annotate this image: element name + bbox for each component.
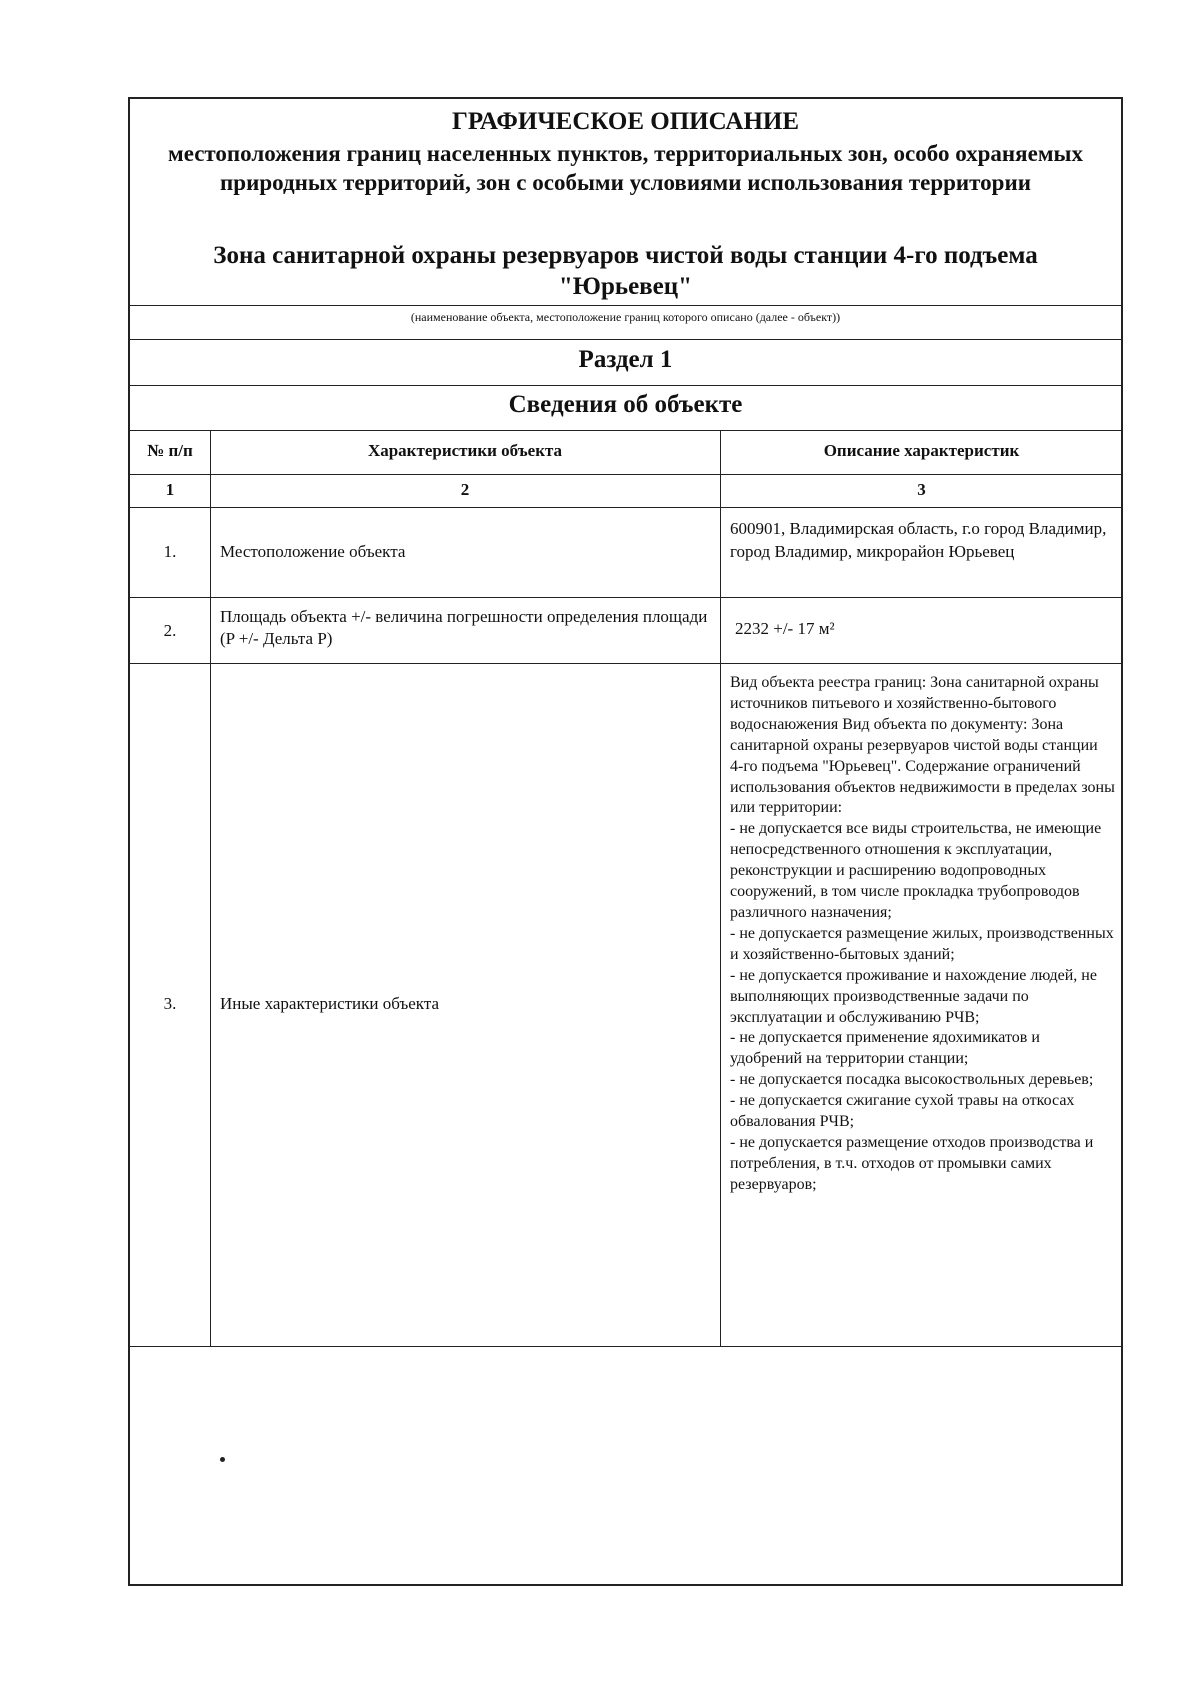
row-characteristic: Иные характеристики объекта bbox=[220, 994, 440, 1013]
divider bbox=[130, 305, 1121, 306]
divider bbox=[130, 507, 1121, 508]
divider bbox=[130, 663, 1121, 664]
row-number: 1. bbox=[163, 542, 177, 561]
column-header-number: № п/п bbox=[147, 441, 193, 460]
object-name: Зона санитарной охраны резервуаров чистой воды станции 4-го подъема "Юрьевец" bbox=[213, 242, 1038, 300]
divider bbox=[130, 1346, 1121, 1347]
row-characteristic: Площадь объекта +/- величина погрешности определения площади (P +/- Дельта P) bbox=[220, 607, 708, 648]
row-number: 3. bbox=[163, 994, 177, 1013]
column-divider bbox=[720, 430, 721, 1346]
column-divider bbox=[210, 430, 211, 1346]
column-number-2: 2 bbox=[460, 480, 470, 499]
row-description: 600901, Владимирская область, г.о город Владимир, город Владимир, микрорайон Юрьевец bbox=[730, 519, 1107, 561]
section-title: Раздел 1 bbox=[578, 346, 673, 373]
row-description: Вид объекта реестра границ: Зона санитарной охраны источников питьевого и хозяйственно-бытового водоснаюжения Вид объекта по документу: Зона санитарной охраны резервуаров чистой воды станции 4-го подъема "Юрьевец". Содержание ограничений использования объектов недвижимости в пределах зоны или территории: - не допускается все виды строительства, не имеющие непосредственного отношения к эксплуатации, реконструкции и расширению водопроводных сооружений, в том числе прокладка трубопроводов различного назначения; - не допускается размещение жилых, производственных и хозяйственно-бытовых зданий; - не допускается проживание и нахождение людей, не выполняющих производственные задачи по эксплуатации и обслуживанию РЧВ; - не допускается применение ядохимикатов и удобрений на территории станции; - не допускается посадка высокоствольных деревьев; - не допускается сжигание сухой травы на откосах обвалования РЧВ; - не допускается размещение отходов производства и потребления, в т.ч. отходов от промывки самих резервуаров; bbox=[730, 674, 1115, 1193]
column-number-1: 1 bbox=[165, 480, 175, 499]
divider bbox=[130, 430, 1121, 431]
column-number-3: 3 bbox=[917, 480, 926, 499]
object-caption: (наименование объекта, местоположение границ которого описано (далее - объект)) bbox=[410, 310, 841, 324]
row-characteristic: Местоположение объекта bbox=[220, 542, 406, 561]
column-header-description: Описание характеристик bbox=[823, 441, 1020, 460]
document-title: ГРАФИЧЕСКОЕ ОПИСАНИЕ bbox=[451, 108, 800, 135]
row-description: 2232 +/- 17 м² bbox=[735, 619, 835, 638]
document-subtitle: местоположения границ населенных пунктов, территориальных зон, особо охраняемых природных территорий, зон с особыми условиями использования территории bbox=[168, 141, 1083, 195]
scan-mark bbox=[220, 1457, 225, 1462]
column-header-characteristic: Характеристики объекта bbox=[367, 441, 563, 460]
divider bbox=[130, 339, 1121, 340]
section-subtitle: Сведения об объекте bbox=[508, 391, 743, 418]
row-number: 2. bbox=[163, 621, 177, 640]
document-frame bbox=[128, 97, 1123, 1586]
divider bbox=[130, 597, 1121, 598]
divider bbox=[130, 474, 1121, 475]
divider bbox=[130, 385, 1121, 386]
